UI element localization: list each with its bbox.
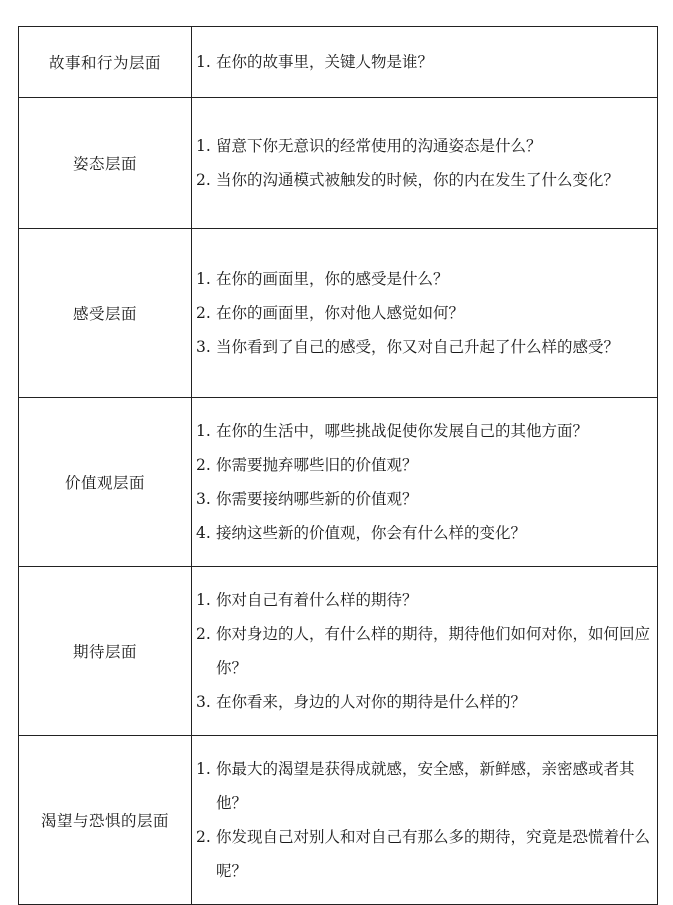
questions-cell bbox=[192, 567, 658, 736]
question-number: 3. bbox=[196, 693, 211, 711]
question-table bbox=[18, 26, 658, 905]
question-item bbox=[196, 482, 653, 516]
question-text: 在你的画面里，你对他人感觉如何？ bbox=[216, 304, 465, 322]
question-item bbox=[196, 163, 653, 197]
question-text: 在你的生活中，哪些挑战促使你发展自己的其他方面？ bbox=[216, 422, 589, 440]
questions-cell bbox=[192, 736, 658, 905]
question-text: 你对身边的人，有什么样的期待，期待他们如何对你，如何回应你？ bbox=[216, 625, 651, 677]
question-number: 2. bbox=[196, 625, 211, 643]
question-text: 你需要接纳哪些新的价值观？ bbox=[216, 490, 418, 508]
table-row bbox=[19, 27, 658, 98]
question-number: 1. bbox=[196, 53, 211, 71]
question-text: 在你看来，身边的人对你的期待是什么样的？ bbox=[216, 693, 527, 711]
question-number: 2. bbox=[196, 828, 211, 846]
table-row bbox=[19, 398, 658, 567]
question-text: 在你的故事里，关键人物是谁？ bbox=[216, 53, 434, 71]
table-row bbox=[19, 736, 658, 905]
questions-cell bbox=[192, 229, 658, 398]
question-item bbox=[196, 45, 653, 79]
question-number: 4. bbox=[196, 524, 211, 542]
question-number: 1. bbox=[196, 591, 211, 609]
question-number: 2. bbox=[196, 304, 211, 322]
question-text: 你发现自己对别人和对自己有那么多的期待，究竟是恐慌着什么呢？ bbox=[216, 828, 651, 880]
level-cell: 渴望与恐惧的层面 bbox=[19, 736, 192, 905]
question-number: 3. bbox=[196, 490, 211, 508]
level-cell: 期待层面 bbox=[19, 567, 192, 736]
level-cell: 价值观层面 bbox=[19, 398, 192, 567]
level-cell: 感受层面 bbox=[19, 229, 192, 398]
question-item bbox=[196, 129, 653, 163]
level-cell: 姿态层面 bbox=[19, 98, 192, 229]
question-text: 你需要抛弃哪些旧的价值观？ bbox=[216, 456, 418, 474]
question-number: 2. bbox=[196, 456, 211, 474]
table-row bbox=[19, 229, 658, 398]
question-number: 2. bbox=[196, 171, 211, 189]
question-text: 你对自己有着什么样的期待？ bbox=[216, 591, 418, 609]
question-item bbox=[196, 330, 653, 364]
question-number: 1. bbox=[196, 270, 211, 288]
question-item bbox=[196, 617, 653, 685]
question-item bbox=[196, 685, 653, 719]
question-number: 1. bbox=[196, 760, 211, 778]
question-text: 当你的沟通模式被触发的时候，你的内在发生了什么变化？ bbox=[216, 171, 620, 189]
question-number: 3. bbox=[196, 338, 211, 356]
question-item bbox=[196, 296, 653, 330]
question-text: 接纳这些新的价值观，你会有什么样的变化？ bbox=[216, 524, 527, 542]
question-text: 你最大的渴望是获得成就感，安全感，新鲜感，亲密感或者其他？ bbox=[216, 760, 635, 812]
question-item bbox=[196, 752, 653, 820]
question-number: 1. bbox=[196, 137, 211, 155]
questions-cell bbox=[192, 398, 658, 567]
questions-cell bbox=[192, 27, 658, 98]
question-item bbox=[196, 414, 653, 448]
question-item bbox=[196, 262, 653, 296]
question-item bbox=[196, 820, 653, 888]
question-text: 留意下你无意识的经常使用的沟通姿态是什么？ bbox=[216, 137, 542, 155]
question-item bbox=[196, 448, 653, 482]
question-item bbox=[196, 516, 653, 550]
questions-cell bbox=[192, 98, 658, 229]
question-item bbox=[196, 583, 653, 617]
table-row bbox=[19, 567, 658, 736]
table-row bbox=[19, 98, 658, 229]
level-cell: 故事和行为层面 bbox=[19, 27, 192, 98]
question-text: 在你的画面里，你的感受是什么？ bbox=[216, 270, 449, 288]
question-number: 1. bbox=[196, 422, 211, 440]
question-text: 当你看到了自己的感受，你又对自己升起了什么样的感受？ bbox=[216, 338, 620, 356]
